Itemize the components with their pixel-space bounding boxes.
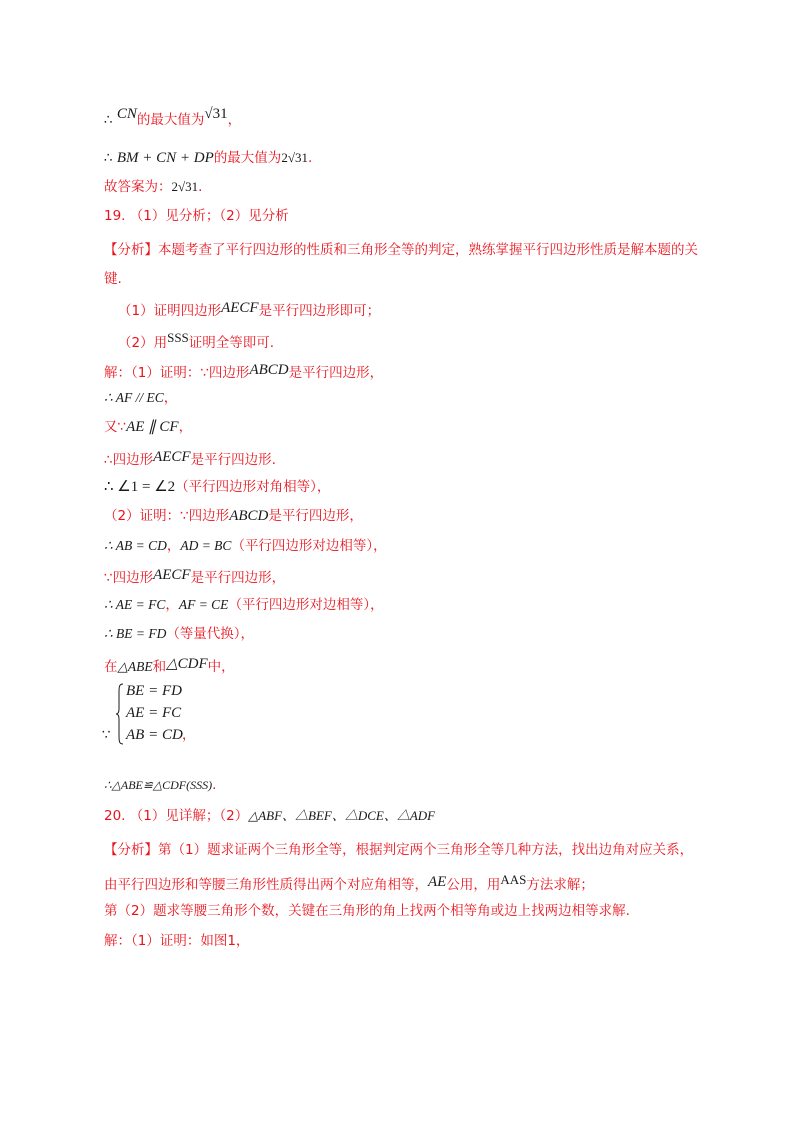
q19-hint-2: （2）用SSS证明全等即可. bbox=[118, 330, 275, 351]
q20-analysis-line2: 由平行四边形和等腰三角形性质得出两个对应角相等，AE公用，用AAS方法求解； bbox=[104, 872, 594, 893]
left-brace bbox=[116, 683, 124, 745]
q19-angle-equal: ∴ ∠1 = ∠2（平行四边形对角相等）， bbox=[104, 479, 331, 495]
line-cn-max: ∴ CN的最大值为√31， bbox=[104, 106, 242, 128]
q19-opposite-sides: ∴ AB = CD，AD = BC（平行四边形对边相等）， bbox=[104, 538, 387, 554]
q20-solution-start: 解：（1）证明：如图1， bbox=[104, 933, 250, 949]
brace-row-2: AE = FC bbox=[126, 705, 182, 721]
math-sss: SSS bbox=[167, 330, 189, 345]
q19-hint-1: （1）证明四边形AECF是平行四边形即可； bbox=[118, 300, 381, 319]
q19-solution-start: 解：（1）证明：∵四边形ABCD是平行四边形， bbox=[104, 362, 384, 381]
q19-congruence-result: ∴△ABE≌△CDF(SSS). bbox=[104, 777, 217, 793]
q19-analysis-line1: 【分析】本题考查了平行四边形的性质和三角形全等的判定，熟练掌握平行四边形性质是解本题的关 bbox=[104, 242, 698, 258]
q20-analysis-line1: 【分析】第（1）题求证两个三角形全等，根据判定两个三角形全等几种方法，找出边角对应关系， bbox=[104, 842, 694, 858]
q19-ae-parallel-cf: 又∵AE ∥ CF， bbox=[104, 419, 193, 435]
brace-system: ∵ BE = FD AE = FC AB = CD ， bbox=[102, 683, 196, 743]
q19-aecf-parallelogram: ∴四边形AECF是平行四边形. bbox=[104, 449, 276, 468]
line-sum-max: ∴ BM + CN + DP的最大值为2√31. bbox=[104, 150, 313, 166]
math-sum: BM + CN + DP bbox=[116, 150, 214, 166]
q19-analysis-line2: 键. bbox=[104, 271, 122, 287]
q19-part2-start: （2）证明：∵四边形ABCD是平行四边形， bbox=[104, 508, 363, 524]
q20-answer-line: 20. （1）见详解；（2）△ABF、△BEF、△DCE、△ADF bbox=[104, 808, 436, 824]
math-answer: 2√31 bbox=[171, 179, 199, 194]
q20-analysis-line3: 第（2）题求等腰三角形个数，关键在三角形的角上找两个相等角或边上找两边相等求解. bbox=[104, 903, 630, 919]
math-aecf: AECF bbox=[221, 300, 259, 316]
line-answer: 故答案为：2√31. bbox=[104, 179, 203, 195]
q19-answer-line: 19. （1）见分析；（2）见分析 bbox=[104, 208, 289, 224]
brace-row-1: BE = FD bbox=[126, 683, 182, 699]
math-sqrt31: √31 bbox=[204, 106, 228, 122]
math-2sqrt31: 2√31 bbox=[281, 150, 308, 165]
q19-be-fd: ∴ BE = FD（等量代换）， bbox=[104, 626, 255, 642]
q19-aecf-again: ∵四边形AECF是平行四边形， bbox=[104, 567, 286, 586]
q19-in-triangles: 在△ABE和△CDF中， bbox=[104, 656, 235, 675]
math-cn: CN bbox=[116, 106, 137, 122]
q19-ae-fc: ∴ AE = FC，AF = CE（平行四边形对边相等）， bbox=[104, 597, 384, 613]
brace-row-3: AB = CD bbox=[126, 727, 183, 743]
q19-af-parallel-ec: ∴ AF // EC， bbox=[104, 390, 178, 406]
because-symbol: ∵ bbox=[102, 727, 111, 743]
math-abcd: ABCD bbox=[249, 362, 289, 378]
